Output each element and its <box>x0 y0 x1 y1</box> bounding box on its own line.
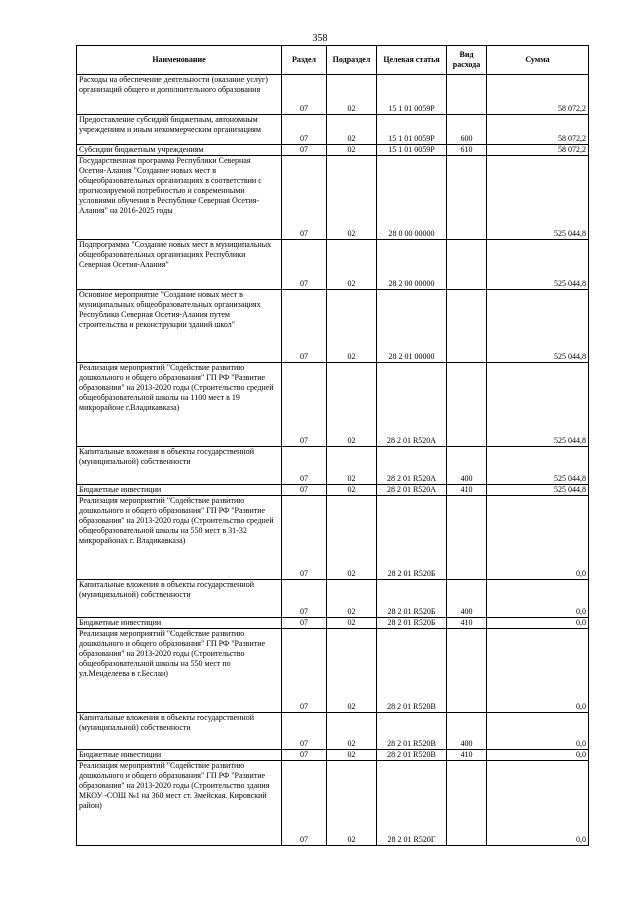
cell-subsection: 02 <box>327 156 377 240</box>
cell-sum: 0,0 <box>487 496 589 580</box>
cell-name: Реализация мероприятий "Содействие развитию дошкольного и общего образования" ГП РФ "Развитие образования" на 2013-2020 годы (Строительство общеобразовательной школы на 550 мест по ул.Менделеева в г.Беслан) <box>77 629 282 713</box>
cell-expense-type: 610 <box>447 145 487 156</box>
cell-target: 28 2 01 00000 <box>377 290 447 363</box>
cell-target: 28 2 01 R520В <box>377 713 447 750</box>
table-row <box>77 240 589 290</box>
cell-sum: 525 044,8 <box>487 290 589 363</box>
cell-sum: 525 044,8 <box>487 156 589 240</box>
cell-target: 28 2 01 R520A <box>377 363 447 447</box>
cell-subsection: 02 <box>327 75 377 115</box>
cell-section: 07 <box>282 290 327 363</box>
cell-section: 07 <box>282 629 327 713</box>
table-body <box>77 75 589 846</box>
cell-section: 07 <box>282 496 327 580</box>
table-row <box>77 156 589 240</box>
cell-section: 07 <box>282 750 327 761</box>
cell-section: 07 <box>282 485 327 496</box>
cell-subsection: 02 <box>327 447 377 485</box>
cell-target: 15 1 01 0059P <box>377 115 447 145</box>
cell-target: 28 2 01 R520Г <box>377 761 447 846</box>
cell-section: 07 <box>282 75 327 115</box>
cell-sum: 0,0 <box>487 618 589 629</box>
cell-sum: 525 044,8 <box>487 447 589 485</box>
table-row <box>77 713 589 750</box>
cell-subsection: 02 <box>327 363 377 447</box>
table-row <box>77 580 589 618</box>
cell-target: 28 2 01 R520В <box>377 750 447 761</box>
header-expense-type: Вид расхода <box>447 46 487 75</box>
table-row <box>77 145 589 156</box>
cell-section: 07 <box>282 363 327 447</box>
cell-sum: 0,0 <box>487 580 589 618</box>
table-row <box>77 363 589 447</box>
budget-table <box>76 45 589 846</box>
cell-sum: 0,0 <box>487 750 589 761</box>
table-row <box>77 496 589 580</box>
table-row <box>77 629 589 713</box>
cell-section: 07 <box>282 156 327 240</box>
table-row <box>77 750 589 761</box>
table-header-row <box>77 46 589 75</box>
cell-sum: 0,0 <box>487 713 589 750</box>
cell-expense-type: 400 <box>447 580 487 618</box>
cell-name: Расходы на обеспечение деятельности (оказание услуг) организаций общего и дополнительного образования <box>77 75 282 115</box>
cell-name: Бюджетные инвестиции <box>77 618 282 629</box>
cell-name: Предоставление субсидий бюджетным, автономным учреждениям и иным некоммерческим организациям <box>77 115 282 145</box>
cell-target: 28 2 01 R520Б <box>377 580 447 618</box>
cell-section: 07 <box>282 580 327 618</box>
table-row <box>77 618 589 629</box>
header-target: Целевая статья <box>377 46 447 75</box>
cell-name: Капитальные вложения в объекты государственной (муниципальной) собственности <box>77 713 282 750</box>
cell-sum: 525 044,8 <box>487 363 589 447</box>
cell-sum: 525 044,8 <box>487 485 589 496</box>
cell-subsection: 02 <box>327 750 377 761</box>
cell-name: Реализация мероприятий "Содействие развитию дошкольного и общего образования" ГП РФ "Развитие образования" на 2013-2020 годы (Строительство средней общеобразовательной школы на 550 мест в 31-32 микрорайонах г. Владикавказа) <box>77 496 282 580</box>
cell-target: 28 2 01 R520A <box>377 447 447 485</box>
cell-section: 07 <box>282 240 327 290</box>
cell-sum: 0,0 <box>487 761 589 846</box>
cell-target: 28 2 01 R520Б <box>377 496 447 580</box>
cell-expense-type <box>447 290 487 363</box>
cell-target: 28 2 01 R520A <box>377 485 447 496</box>
cell-sum: 58 072,2 <box>487 115 589 145</box>
cell-subsection: 02 <box>327 618 377 629</box>
cell-name: Государственная программа Республики Северная Осетия-Алания "Создание новых мест в общеобразовательных организациях в соответствии с прогнозируемой потребностью и современными условиями обучения в Республике Северная Осетия-Алания" на 2016-2025 годы <box>77 156 282 240</box>
cell-sum: 525 044,8 <box>487 240 589 290</box>
table-row <box>77 75 589 115</box>
table-row <box>77 761 589 846</box>
cell-expense-type <box>447 629 487 713</box>
cell-subsection: 02 <box>327 240 377 290</box>
cell-subsection: 02 <box>327 580 377 618</box>
cell-name: Капитальные вложения в объекты государственной (муниципальной) собственности <box>77 447 282 485</box>
table-row <box>77 115 589 145</box>
cell-subsection: 02 <box>327 496 377 580</box>
cell-subsection: 02 <box>327 485 377 496</box>
cell-name: Реализация мероприятий "Содействие развитию дошкольного и общего образования" ГП РФ "Развитие образования" на 2013-2020 годы (Строительство здания МКОУ -СОШ №1 на 360 мест ст. Змейская. Кировский район) <box>77 761 282 846</box>
cell-expense-type <box>447 761 487 846</box>
cell-expense-type: 410 <box>447 618 487 629</box>
table-row <box>77 290 589 363</box>
header-section: Раздел <box>282 46 327 75</box>
cell-expense-type: 410 <box>447 750 487 761</box>
cell-subsection: 02 <box>327 290 377 363</box>
cell-sum: 58 072,2 <box>487 145 589 156</box>
header-name: Наименование <box>77 46 282 75</box>
cell-subsection: 02 <box>327 713 377 750</box>
cell-subsection: 02 <box>327 145 377 156</box>
cell-expense-type <box>447 240 487 290</box>
cell-sum: 58 072,2 <box>487 75 589 115</box>
cell-name: Капитальные вложения в объекты государственной (муниципальной) собственности <box>77 580 282 618</box>
cell-target: 28 0 00 00000 <box>377 156 447 240</box>
cell-target: 15 1 01 0059P <box>377 75 447 115</box>
cell-name: Подпрограмма "Создание новых мест в муниципальных общеобразовательных организациях Республики Северная Осетия-Алания" <box>77 240 282 290</box>
cell-expense-type: 410 <box>447 485 487 496</box>
cell-section: 07 <box>282 761 327 846</box>
header-subsection: Подраздел <box>327 46 377 75</box>
table-row <box>77 485 589 496</box>
cell-section: 07 <box>282 115 327 145</box>
cell-name: Основное мероприятие "Создание новых мест в муниципальных общеобразовательных организациях Республики Северная Осетия-Алания путем строительства и реконструкции зданий школ" <box>77 290 282 363</box>
cell-expense-type <box>447 496 487 580</box>
cell-target: 28 2 01 R520Б <box>377 618 447 629</box>
cell-section: 07 <box>282 618 327 629</box>
cell-expense-type <box>447 156 487 240</box>
cell-name: Бюджетные инвестиции <box>77 485 282 496</box>
cell-target: 28 2 00 00000 <box>377 240 447 290</box>
cell-expense-type: 400 <box>447 713 487 750</box>
cell-expense-type <box>447 75 487 115</box>
cell-target: 15 1 01 0059P <box>377 145 447 156</box>
cell-subsection: 02 <box>327 761 377 846</box>
cell-subsection: 02 <box>327 115 377 145</box>
cell-expense-type <box>447 363 487 447</box>
cell-name: Субсидии бюджетным учреждениям <box>77 145 282 156</box>
cell-subsection: 02 <box>327 629 377 713</box>
cell-expense-type: 400 <box>447 447 487 485</box>
cell-section: 07 <box>282 145 327 156</box>
cell-section: 07 <box>282 447 327 485</box>
cell-name: Реализация мероприятий "Содействие развитию дошкольного и общего образования" ГП РФ "Развитие образования" на 2013-2020 годы (Строительство средней общеобразовательной школы на 1100 мест в 19 микрорайоне г.Владикавказа) <box>77 363 282 447</box>
cell-target: 28 2 01 R520В <box>377 629 447 713</box>
page-number: 358 <box>312 33 328 44</box>
table-row <box>77 447 589 485</box>
cell-section: 07 <box>282 713 327 750</box>
cell-sum: 0,0 <box>487 629 589 713</box>
header-sum: Сумма <box>487 46 589 75</box>
cell-name: Бюджетные инвестиции <box>77 750 282 761</box>
cell-expense-type: 600 <box>447 115 487 145</box>
